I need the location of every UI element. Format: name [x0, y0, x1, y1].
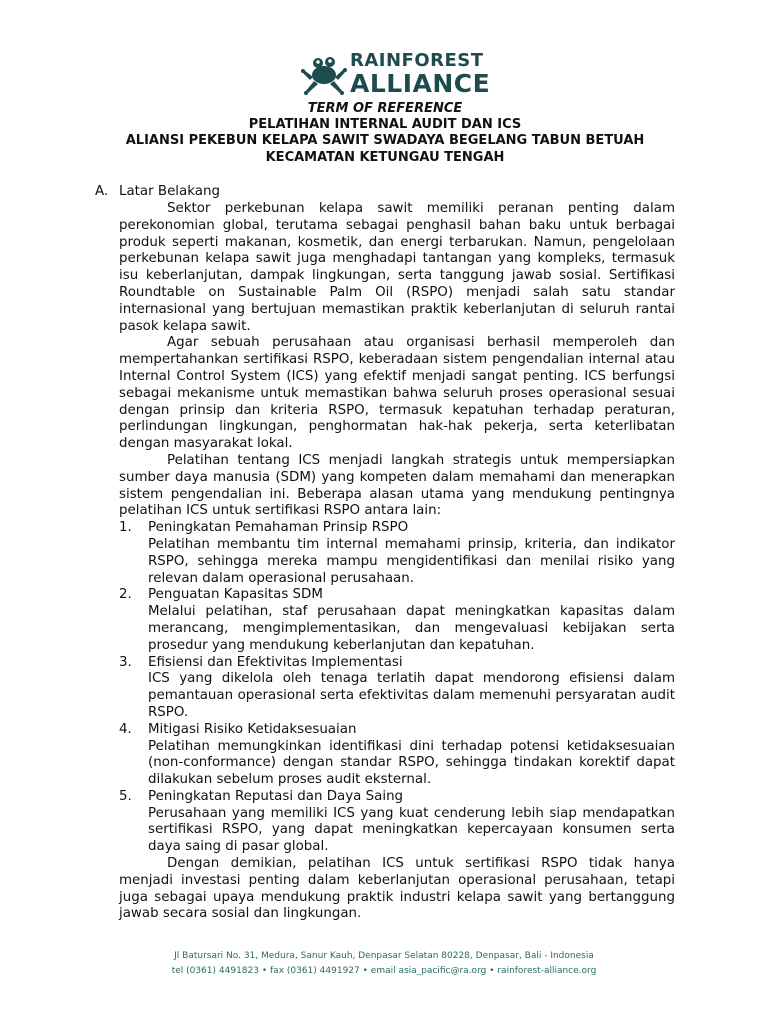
section-heading [95, 184, 675, 201]
logo-line-1: RAINFOREST [350, 50, 484, 71]
list-item-number: 1. [119, 520, 132, 536]
paragraph: Pelatihan tentang ICS menjadi langkah strategis untuk mempersiapkan sumber daya manusia (SDM) yang kompeten dalam memahami dan menerapkan sistem pengendalian ini. Beberapa alasan utama yang mendukung pentingnya pelatihan ICS untuk sertifikasi RSPO antara lain: [119, 452, 675, 519]
closing-paragraph: Dengan demikian, pelatihan ICS untuk sertifikasi RSPO tidak hanya menjadi investasi penting dalam keberlanjutan operasional perusahaan, tetapi juga sebagai upaya mendukung praktik industri kelapa sawit yang bertanggung jawab secara sosial dan lingkungan. [119, 856, 675, 922]
list-item [119, 789, 675, 856]
reasons-list [119, 520, 675, 856]
list-item-heading: Mitigasi Risiko Ketidaksesuaian [148, 721, 357, 737]
doc-title-1: PELATIHAN INTERNAL AUDIT DAN ICS [248, 117, 522, 133]
footer-contacts: tel (0361) 4491823 • fax (0361) 4491927 • email asia_pacific@ra.org • rainforest-alliance.org [171, 966, 597, 976]
rainforest-alliance-logo [300, 50, 491, 100]
paragraph: Agar sebuah perusahaan atau organisasi berhasil memperoleh dan mempertahankan sertifikasi RSPO, keberadaan sistem pengendalian internal atau Internal Control System (ICS) yang efektif menjadi sangat penting. ICS berfungsi sebagai mekanisme untuk memastikan bahwa seluruh proses operasional sesuai dengan prinsip dan kriteria RSPO, termasuk kepatuhan terhadap peraturan, perlindungan lingkungan, penghormatan hak-hak pekerja, serta keterlibatan dengan masyarakat lokal. [119, 335, 675, 452]
doc-title-3: KECAMATAN KETUNGAU TENGAH [265, 149, 505, 165]
list-item-description: Pelatihan memungkinkan identifikasi dini terhadap potensi ketidaksesuaian (non-conformance) dengan standar RSPO, sehingga tindakan korektif dapat dilakukan sebelum proses audit eksternal. [148, 738, 675, 788]
logo-line-2: ALLIANCE [350, 69, 491, 98]
section-title: Latar Belakang [119, 184, 220, 199]
list-item-heading: Efisiensi dan Efektivitas Implementasi [148, 654, 403, 670]
list-item-number: 3. [119, 654, 132, 670]
list-item [119, 722, 675, 789]
list-item-description: Pelatihan membantu tim internal memahami prinsip, kriteria, dan indikator RSPO, sehingga mereka mampu mengidentifikasi dan menilai risiko yang relevan dalam operasional perusahaan. [148, 536, 675, 586]
list-item-description: Melalui pelatihan, staf perusahaan dapat meningkatkan kapasitas dalam merancang, mengimplementasikan, dan mengevaluasi kebijakan serta prosedur yang mendukung keberlanjutan dan kepatuhan. [148, 604, 675, 653]
letterhead-footer [0, 949, 768, 979]
doc-title-2: ALIANSI PEKEBUN KELAPA SAWIT SWADAYA BEGELANG TABUN BETUAH [125, 133, 645, 149]
list-item [119, 655, 675, 722]
logo-wordmark [350, 52, 490, 96]
document-header [60, 101, 710, 166]
list-item-number: 4. [119, 721, 132, 737]
list-item-description: Perusahaan yang memiliki ICS yang kuat cenderung lebih siap mendapatkan sertifikasi RSPO, yang dapat meningkatkan kepercayaan konsumen serta daya saing di pasar global. [148, 805, 675, 855]
footer-address: Jl Batursari No. 31, Medura, Sanur Kauh, Denpasar Selatan 80228, Denpasar, Bali - Indonesia [174, 951, 594, 961]
list-item-number: 2. [119, 587, 132, 603]
document-body [95, 184, 675, 923]
list-item-number: 5. [119, 788, 132, 804]
section-number: A. [95, 184, 109, 199]
list-item [119, 587, 675, 654]
frog-icon [300, 50, 348, 98]
doc-type: TERM OF REFERENCE [307, 101, 463, 116]
list-item-heading: Peningkatan Pemahaman Prinsip RSPO [148, 520, 409, 536]
list-item-heading: Peningkatan Reputasi dan Daya Saing [148, 788, 404, 804]
paragraph: Sektor perkebunan kelapa sawit memiliki peranan penting dalam perekonomian global, terutama sebagai penghasil bahan baku untuk berbagai produk seperti makanan, kosmetik, dan energi terbarukan. Namun, pengelolaan perkebunan kelapa sawit juga menghadapi tantangan yang kompleks, termasuk isu keberlanjutan, dampak lingkungan, serta tanggung jawab sosial. Sertifikasi Roundtable on Sustainable Palm Oil (RSPO) menjadi salah satu standar internasional yang bertujuan memastikan praktik keberlanjutan di seluruh rantai pasok kelapa sawit. [119, 201, 675, 334]
list-item-heading: Penguatan Kapasitas SDM [148, 587, 323, 603]
list-item-description: ICS yang dikelola oleh tenaga terlatih dapat mendorong efisiensi dalam pemantauan operasional serta efektivitas dalam memenuhi persyaratan audit RSPO. [148, 671, 675, 720]
list-item [119, 520, 675, 587]
